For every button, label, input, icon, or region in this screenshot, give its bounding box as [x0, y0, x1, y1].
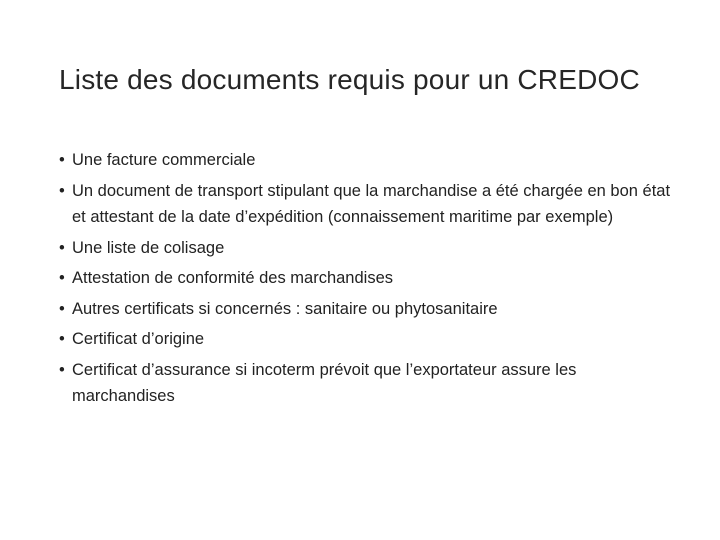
list-item-text: Autres certificats si concernés : sanitaire ou phytosanitaire: [72, 299, 498, 318]
list-item-text: Attestation de conformité des marchandises: [72, 269, 394, 287]
list-item-text: Une liste de colisage: [72, 238, 225, 257]
list-item: [59, 178, 679, 231]
list-item: [59, 235, 679, 262]
bullet-icon: •: [59, 269, 65, 287]
list-item: [59, 147, 679, 174]
list-item-text: Certificat d’origine: [72, 330, 205, 348]
bullet-icon: •: [59, 151, 65, 169]
list-item: [59, 296, 679, 323]
list-item-text: Certificat d’assurance si incoterm prévoit que l’exportateur assure les marchandises: [72, 360, 577, 405]
list-item-text: Un document de transport stipulant que la marchandise a été chargée en bon état et attestant de la date d’expédition (connaissement maritime par exemple): [72, 181, 671, 226]
bullet-icon: •: [59, 181, 65, 200]
bullet-list: [59, 147, 679, 414]
list-item-text: Une facture commerciale: [72, 151, 256, 169]
bullet-icon: •: [59, 360, 65, 379]
bullet-icon: •: [59, 238, 65, 257]
slide-title: Liste des documents requis pour un CREDOC: [59, 64, 640, 95]
list-item: [59, 265, 679, 292]
bullet-icon: •: [59, 299, 65, 318]
list-item: [59, 357, 679, 410]
list-item: [59, 326, 679, 353]
bullet-icon: •: [59, 330, 65, 348]
